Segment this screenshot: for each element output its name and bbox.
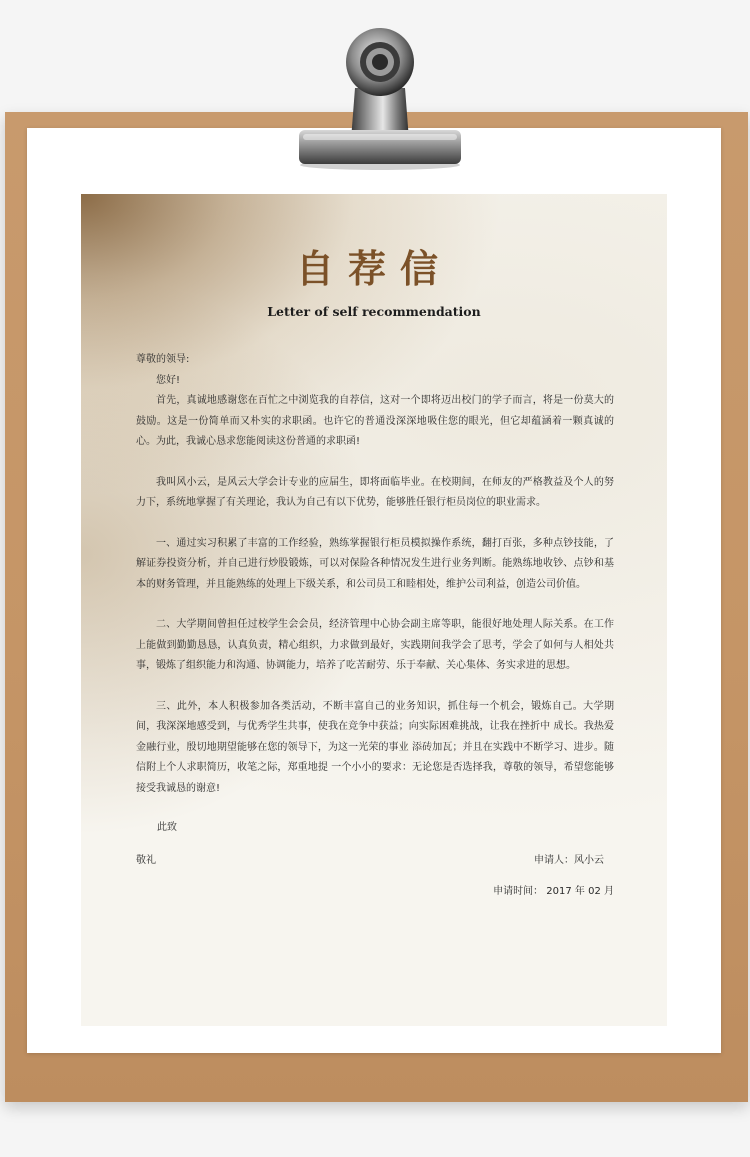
salutation: 尊敬的领导: xyxy=(136,354,190,365)
paragraph-point-2: 二、大学期间曾担任过校学生会会员，经济管理中心协会副主席等职，能很好地处理人际关系。在工作上能做到勤勤恳恳，认真负责，精心组织，力求做到最好，实践期间我学会了思考，学会了如何与人相处共事，锻炼了组织能力和沟通、协调能力，培养了吃苦耐劳、乐于奉献、关心集体、务实求进的思想。 xyxy=(136,619,614,671)
paragraph-point-1: 一、通过实习积累了丰富的工作经验，熟练掌握银行柜员模拟操作系统，翻打百张，多种点钞技能，了解证券投资分析，并自己进行炒股锻炼，可以对保险各种情况发生进行业务判断。能熟练地收钞、点钞和基本的财务管理，并且能熟练的处理上下级关系，和公司员工和睦相处，维护公司利益，创造公司价值。 xyxy=(136,537,614,590)
paragraph-point-3: 三、此外，本人积极参加各类活动，不断丰富自己的业务知识，抓住每一个机会，锻炼自己。大学期间，我深深地感受到，与优秀学生共事，使我在竞争中获益；向实际困难挑战，让我在挫折中 成长。我热爱金融行业，殷切地期望能够在您的领导下，为这一光荣的事业 添砖加瓦；并且在实践中不断学习、进步。随信附上个人求职简历，收笔之际，郑重地提 一个小小的要求：无论您是否选择我，尊敬的领导，希望您能够接受我诚恳的谢意! xyxy=(136,700,614,794)
applicant-signature: 申请人：风小云 xyxy=(534,855,604,866)
letter-title-cn: 自荐信 xyxy=(295,246,452,291)
regards: 敬礼 xyxy=(136,855,156,866)
binder-clip-icon xyxy=(297,22,463,172)
application-date: 申请时间： 2017 年 02 月 xyxy=(493,886,614,897)
letter-paper xyxy=(81,194,667,1026)
closing: 此致 xyxy=(157,822,177,833)
letter-title-en: Letter of self recommendation xyxy=(267,304,481,319)
greeting: 您好! xyxy=(156,374,181,386)
paragraph-self: 我叫风小云，是风云大学会计专业的应届生，即将面临毕业。在校期间，在师友的严格教益及个人的努力下，系统地掌握了有关理论，我认为自己有以下优势，能够胜任银行柜员岗位的职业需求。 xyxy=(136,476,614,508)
paragraph-intro: 首先，真诚地感谢您在百忙之中浏览我的自荐信，这对一个即将迈出校门的学子而言，将是一份莫大的鼓励。这是一份简单而又朴实的求职函。也许它的普通没深深地吸住您的眼光，但它却蕴涵着一颗真诚的心。为此，我诚心恳求您能阅读这份普通的求职函! xyxy=(136,395,614,447)
letter-body xyxy=(136,350,614,799)
